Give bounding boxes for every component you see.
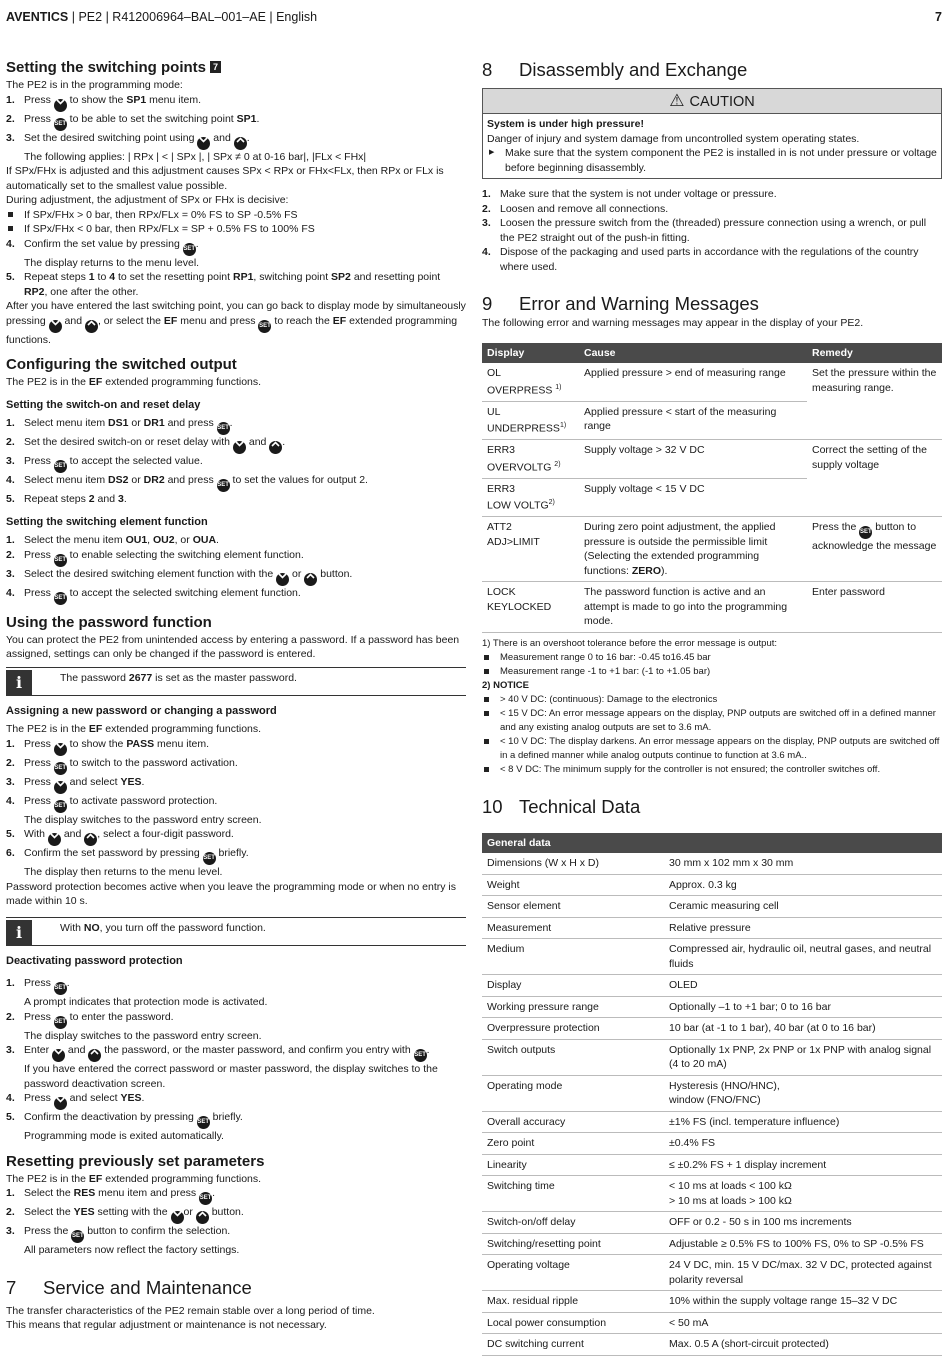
deactivate-steps xyxy=(6,976,466,1144)
table-cell-label: Operating mode xyxy=(482,1075,664,1111)
bullet: < 15 V DC: An error message appears on the display, PNP outputs are switched off in a defined manner and any existing analog outputs are set to 3.6 mA. xyxy=(482,707,942,735)
table-cell-label: Switch-on/off delay xyxy=(482,1212,664,1234)
table-row: ATT2 ADJ>LIMIT During zero point adjustment, the applied pressure is outside the permissible limit (Selecting the extended programming functions: ZERO). Press the SET button to acknowledge the message xyxy=(482,517,942,582)
right-column xyxy=(482,58,942,1356)
bullet: < 10 V DC: The display darkens. An error message appears on the display, PNP outputs are switched off in a defined manner while analog outputs continue to function at 3.6 mA.. xyxy=(482,735,942,763)
down-button-icon xyxy=(54,743,67,756)
set-button-icon: SET xyxy=(54,460,67,473)
step: 4. Press and select YES. xyxy=(6,1091,466,1110)
set-button-icon: SET xyxy=(54,118,67,131)
step: 6. Confirm the set password by pressing SET briefly. The display then returns to the menu level. xyxy=(6,847,249,878)
set-button-icon: SET xyxy=(203,852,216,865)
table-row xyxy=(482,1255,942,1291)
up-button-icon xyxy=(304,573,317,586)
table-cell-value: Optionally –1 to +1 bar; 0 to 16 bar xyxy=(664,996,942,1018)
up-button-icon xyxy=(85,320,98,333)
table-row xyxy=(482,1111,942,1133)
bullet: < 8 V DC: The minimum supply for the controller is not ensured; the controller switches off. xyxy=(482,763,942,777)
paragraph: If SPx/FHx is adjusted and this adjustment causes SPx < RPx or FHx<FLx, then RPx or FLx is automatically set to the smallest value possible. xyxy=(6,165,444,192)
bullet: Measurement range -1 to +1 bar: (-1 to +1.05 bar) xyxy=(482,665,942,679)
table-cell-value: 10% within the supply voltage range 15–32 V DC xyxy=(664,1291,942,1313)
table-cell-label: Linearity xyxy=(482,1154,664,1176)
step: 5. Confirm the deactivation by pressing SET briefly. Programming mode is exited automatically. xyxy=(6,1111,243,1142)
table-cell-label: Operating voltage xyxy=(482,1255,664,1291)
step: 4. Press SET to activate password protection. The display switches to the password entry screen. xyxy=(6,794,262,826)
table-row xyxy=(482,1291,942,1313)
table-row xyxy=(482,1233,942,1255)
table-cell-label: Measurement xyxy=(482,917,664,939)
table-row: OL OVERPRESS $^{1)}$ Applied pressure > end of measuring range Set the pressure within the measuring range. xyxy=(482,363,942,401)
step: 2. Select the YES setting with the or button. xyxy=(6,1205,466,1224)
table-cell-label: Switching/resetting point xyxy=(482,1233,664,1255)
table-cell-label: Overpressure protection xyxy=(482,1018,664,1040)
table-cell-label: Display xyxy=(482,975,664,997)
table-row: ERR3 LOW VOLTG$^{2)}$ Supply voltage < 15 V DC xyxy=(482,478,942,517)
table-row: UL UNDERPRESS$^{1)}$ Applied pressure < start of the measuring range xyxy=(482,401,942,440)
table-cell-label: Medium xyxy=(482,939,664,975)
table-cell-value: < 50 mA xyxy=(664,1312,942,1334)
assign-steps xyxy=(6,737,466,880)
table-cell-value: < 10 ms at loads < 100 kΩ > 10 ms at loads > 100 kΩ xyxy=(664,1176,942,1212)
table-row xyxy=(482,939,942,975)
switching-steps-cont xyxy=(6,237,466,300)
table-cell-label: Dimensions (W x H x D) xyxy=(482,853,664,874)
up-button-icon xyxy=(88,1049,101,1062)
table-header-row: Display Cause Remedy xyxy=(482,343,942,364)
subsection-element-function: Setting the switching element function xyxy=(6,515,208,528)
table-cell-label: Max. residual ripple xyxy=(482,1291,664,1313)
table-row xyxy=(482,1039,942,1075)
paragraph: The following error and warning messages may appear in the display of your PE2. xyxy=(482,317,864,329)
section-configuring-output: Configuring the switched output xyxy=(6,356,237,373)
table-cell-label: Switching time xyxy=(482,1176,664,1212)
step: 1. Select the menu item OU1, OU2, or OUA. xyxy=(6,534,219,546)
up-button-icon xyxy=(234,137,247,150)
down-button-icon xyxy=(197,137,210,150)
tech-data-table xyxy=(482,833,942,1356)
element-steps xyxy=(6,533,466,605)
set-button-icon: SET xyxy=(217,479,230,492)
step: 3. Press and select YES. xyxy=(6,775,466,794)
table-row xyxy=(482,896,942,918)
paragraph: This means that regular adjustment or maintenance is not necessary. xyxy=(6,1319,327,1331)
paragraph: The PE2 is in the EF extended programming functions. xyxy=(6,723,262,735)
caution-action: ▶ Make sure that the system component the PE2 is installed in is not under pressure or voltage before beginning disassembly. xyxy=(487,146,937,175)
table-row xyxy=(482,996,942,1018)
table-cell-value: Compressed air, hydraulic oil, neutral gases, and neutral fluids xyxy=(664,939,942,975)
set-button-icon: SET xyxy=(197,1116,210,1129)
step: 5. Repeat steps 1 to 4 to set the resetting point RP1, switching point SP2 and resetting point RP2, one after the other. xyxy=(6,271,441,298)
step: 4. Select menu item DS2 or DR2 and press SET to set the values for output 2. xyxy=(6,473,466,492)
section-password: Using the password function xyxy=(6,613,212,631)
info-note: i With NO, you turn off the password function. xyxy=(6,917,466,946)
footnotes: 1) There is an overshoot tolerance before the error message is output: Measurement range 0 to 16 bar: -0.45 to16.45 bar Measurement range -1 to +1 bar: (-1 to +1.05 bar) 2) NOTICE > 40 V DC: (continuous): Damage to the electronics < 15 V DC: An error message appears on the display, PNP outputs are switched off in a defined manner and any existing analog outputs are set to 3.6 mA. < 10 V DC: The display darkens. An error message appears on the display, PNP outputs are switched off in a defined manner while analog outputs continue to function at 3.6 mA.. < 8 V DC: The minimum supply for the controller is not ensured; the controller switches off. xyxy=(482,637,942,777)
paragraph: The PE2 is in the EF extended programming functions. xyxy=(6,376,262,388)
caution-label: CAUTION xyxy=(689,94,755,110)
table-cell-value: 10 bar (at -1 to 1 bar), 40 bar (at 0 to 16 bar) xyxy=(664,1018,942,1040)
doc-id: | PE2 | R412006964–BAL–001–AE | English xyxy=(68,10,318,24)
down-button-icon xyxy=(171,1211,184,1224)
table-row xyxy=(482,1212,942,1234)
table-header-row: General data xyxy=(482,833,942,854)
table-row xyxy=(482,1018,942,1040)
left-column xyxy=(6,58,466,1333)
step: 3. Press the SET button to confirm the selection. All parameters now reflect the factory settings. xyxy=(6,1225,240,1256)
up-button-icon xyxy=(196,1211,209,1224)
step: 2. Press SET to enter the password. The display switches to the password entry screen. xyxy=(6,1010,262,1042)
step: 2. Press SET to enable selecting the switching element function. xyxy=(6,548,466,567)
step: 3. Press SET to accept the selected value. xyxy=(6,454,466,473)
table-cell-label: Working pressure range xyxy=(482,996,664,1018)
bullet: Measurement range 0 to 16 bar: -0.45 to16.45 bar xyxy=(482,651,942,665)
step: 5. Repeat steps 2 and 3. xyxy=(6,493,127,505)
step: 3. Set the desired switching point using and . The following applies: | RPx | < | SPx |, | SPx ≠ 0 at 0-16 bar|, |FLx < FHx| xyxy=(6,131,367,163)
step: 4. Press SET to accept the selected switching element function. xyxy=(6,586,466,605)
chapter-technical-data: 10 Technical Data xyxy=(482,795,641,817)
step: 2. Set the desired switch-on or reset delay with and . xyxy=(6,435,466,454)
table-row xyxy=(482,1075,942,1111)
subsection-assign-password: Assigning a new password or changing a password xyxy=(6,704,277,717)
table-cell-label: Switch outputs xyxy=(482,1039,664,1075)
delay-steps xyxy=(6,416,466,507)
step: 4. Confirm the set value by pressing SET. The display returns to the menu level. xyxy=(6,237,200,269)
table-cell-label: Local power consumption xyxy=(482,1312,664,1334)
set-button-icon: SET xyxy=(258,320,271,333)
set-button-icon: SET xyxy=(54,762,67,775)
step: 1. Press SET. A prompt indicates that protection mode is activated. xyxy=(6,977,268,1008)
table-cell-value: 24 V DC, min. 15 V DC/max. 32 V DC, protected against polarity reversal xyxy=(664,1255,942,1291)
set-button-icon: SET xyxy=(54,592,67,605)
down-button-icon xyxy=(54,99,67,112)
set-button-icon: SET xyxy=(54,800,67,813)
paragraph: After you have entered the last switching point, you can go back to display mode by simultaneously pressing and , or select the EF menu and press SET to reach the EF extended programming functions. xyxy=(6,300,466,346)
step: 1. Select menu item DS1 or DR1 and press SET. xyxy=(6,416,466,435)
section-resetting: Resetting previously set parameters xyxy=(6,1152,265,1170)
chapter-service: 7 Service and Maintenance xyxy=(6,1276,252,1298)
set-button-icon: SET xyxy=(54,554,67,567)
step: 4. Dispose of the packaging and used parts in accordance with the regulations of the country where used. xyxy=(482,246,919,273)
step: 3. Enter and the password, or the master password, and confirm you entry with SET. If you have entered the correct password or master password, the display switches to the password deactivation screen. xyxy=(6,1044,438,1090)
table-row xyxy=(482,917,942,939)
table-row xyxy=(482,1154,942,1176)
step: 2. Press SET to switch to the password activation. xyxy=(6,756,466,775)
step: 2. Press SET to be able to set the switching point SP1. xyxy=(6,112,466,131)
error-table xyxy=(482,343,942,633)
step: 2. Loosen and remove all connections. xyxy=(482,202,669,215)
table-row xyxy=(482,1176,942,1212)
up-button-icon xyxy=(84,833,97,846)
table-row xyxy=(482,874,942,896)
table-cell-value: Hysteresis (HNO/HNC), window (FNO/FNC) xyxy=(664,1075,942,1111)
set-button-icon: SET xyxy=(217,422,230,435)
table-cell-label: DC switching current xyxy=(482,1334,664,1356)
bullet: If SPx/FHx < 0 bar, then RPx/FLx = SP + 0.5% FS to 100% FS xyxy=(6,222,466,237)
table-cell-value: 30 mm x 102 mm x 30 mm xyxy=(664,853,942,874)
subsection-delay: Setting the switch-on and reset delay xyxy=(6,398,201,411)
paragraph: The PE2 is in the EF extended programming functions. xyxy=(6,1172,262,1185)
table-row xyxy=(482,1133,942,1155)
down-button-icon xyxy=(54,1097,67,1110)
table-cell-value: OLED xyxy=(664,975,942,997)
step: 1. Select the RES menu item and press SET. xyxy=(6,1186,466,1205)
set-button-icon: SET xyxy=(54,982,67,995)
set-button-icon: SET xyxy=(414,1049,427,1062)
bullet: > 40 V DC: (continuous): Damage to the electronics xyxy=(482,693,942,707)
table-row xyxy=(482,1334,942,1356)
down-button-icon xyxy=(48,833,61,846)
down-button-icon xyxy=(276,573,289,586)
figure-ref-badge: 7 xyxy=(210,61,221,73)
paragraph: You can protect the PE2 from unintended access by entering a password. If a password has been assigned, settings can only be changed if the password is entered. xyxy=(6,633,460,660)
reset-steps xyxy=(6,1186,466,1258)
table-row: ERR3 OVERVOLTG $^{2)}$ Supply voltage > 32 V DC Correct the setting of the supply voltage xyxy=(482,440,942,479)
step: 3. Loosen the pressure switch from the (threaded) pressure connection using a wrench, or pull the PE2 straight out of the push-in fitting. xyxy=(482,217,927,244)
brand-name: AVENTICS xyxy=(6,10,69,24)
set-button-icon: SET xyxy=(71,1230,84,1243)
section-switching-points: Setting the switching points 7 xyxy=(6,58,466,78)
caution-box: ⚠ CAUTION System is under high pressure! Danger of injury and system damage from uncontrolled system operating states. ▶ Make sure that the system component the PE2 is installed in is not under pressure or voltage before beginning disassembly. xyxy=(482,88,942,179)
bullet-list xyxy=(6,208,466,237)
table-cell-label: Sensor element xyxy=(482,896,664,918)
table-row xyxy=(482,1312,942,1334)
info-icon: i xyxy=(6,920,32,946)
table-cell-value: OFF or 0.2 - 50 s in 100 ms increments xyxy=(664,1212,942,1234)
table-cell-value: Ceramic measuring cell xyxy=(664,896,942,918)
chapter-errors: 9 Error and Warning Messages xyxy=(482,293,759,314)
disassembly-steps xyxy=(482,187,942,274)
paragraph: The transfer characteristics of the PE2 remain stable over a long period of time. xyxy=(6,1304,375,1317)
up-button-icon xyxy=(269,441,282,454)
bullet: If SPx/FHx > 0 bar, then RPx/FLx = 0% FS to SP -0.5% FS xyxy=(6,208,466,223)
step: 1. Make sure that the system is not under voltage or pressure. xyxy=(482,188,777,200)
paragraph: Password protection becomes active when you leave the programming mode or when no entry is made within 10 s. xyxy=(6,880,456,907)
table-cell-label: Weight xyxy=(482,874,664,896)
step: 1. Press to show the SP1 menu item. xyxy=(6,93,466,112)
table-cell-value: Max. 0.5 A (short-circuit protected) xyxy=(664,1334,942,1356)
step: 5. With and , select a four-digit password. xyxy=(6,827,466,846)
switching-steps xyxy=(6,93,466,165)
table-cell-value: ≤ ±0.2% FS + 1 display increment xyxy=(664,1154,942,1176)
table-cell-value: ±1% FS (incl. temperature influence) xyxy=(664,1111,942,1133)
step: 3. Select the desired switching element function with the or button. xyxy=(6,567,466,586)
table-cell-value: Optionally 1x PNP, 2x PNP or 1x PNP with analog signal (4 to 20 mA) xyxy=(664,1039,942,1075)
down-button-icon xyxy=(233,441,246,454)
info-icon: i xyxy=(6,670,32,696)
set-button-icon: SET xyxy=(183,243,196,256)
down-button-icon xyxy=(54,781,67,794)
paragraph: During adjustment, the adjustment of SPx or FHx is decisive: xyxy=(6,194,289,206)
page-number: 7 xyxy=(935,10,942,24)
table-cell-value: Adjustable ≥ 0.5% FS to 100% FS, 0% to SP -0.5% FS xyxy=(664,1233,942,1255)
table-row xyxy=(482,853,942,874)
set-button-icon: SET xyxy=(199,1192,212,1205)
set-button-icon: SET xyxy=(859,526,872,539)
table-row xyxy=(482,975,942,997)
table-cell-value: Relative pressure xyxy=(664,917,942,939)
table-cell-label: Zero point xyxy=(482,1133,664,1155)
table-row: LOCK KEYLOCKED The password function is active and an attempt is made to go into the programming mode. Enter password xyxy=(482,582,942,633)
table-cell-value: Approx. 0.3 kg xyxy=(664,874,942,896)
step: 1. Press to show the PASS menu item. xyxy=(6,737,466,756)
info-note: i The password 2677 is set as the master password. xyxy=(6,667,466,696)
warning-icon: ⚠ xyxy=(669,91,685,110)
down-button-icon xyxy=(49,320,62,333)
subsection-deactivate-password: Deactivating password protection xyxy=(6,954,183,967)
down-button-icon xyxy=(52,1049,65,1062)
table-cell-value: ±0.4% FS xyxy=(664,1133,942,1155)
set-button-icon: SET xyxy=(54,1016,67,1029)
switching-intro: The PE2 is in the programming mode: xyxy=(6,79,183,91)
chapter-disassembly: 8 Disassembly and Exchange xyxy=(482,59,748,80)
table-cell-label: Overall accuracy xyxy=(482,1111,664,1133)
page-header xyxy=(6,10,942,30)
